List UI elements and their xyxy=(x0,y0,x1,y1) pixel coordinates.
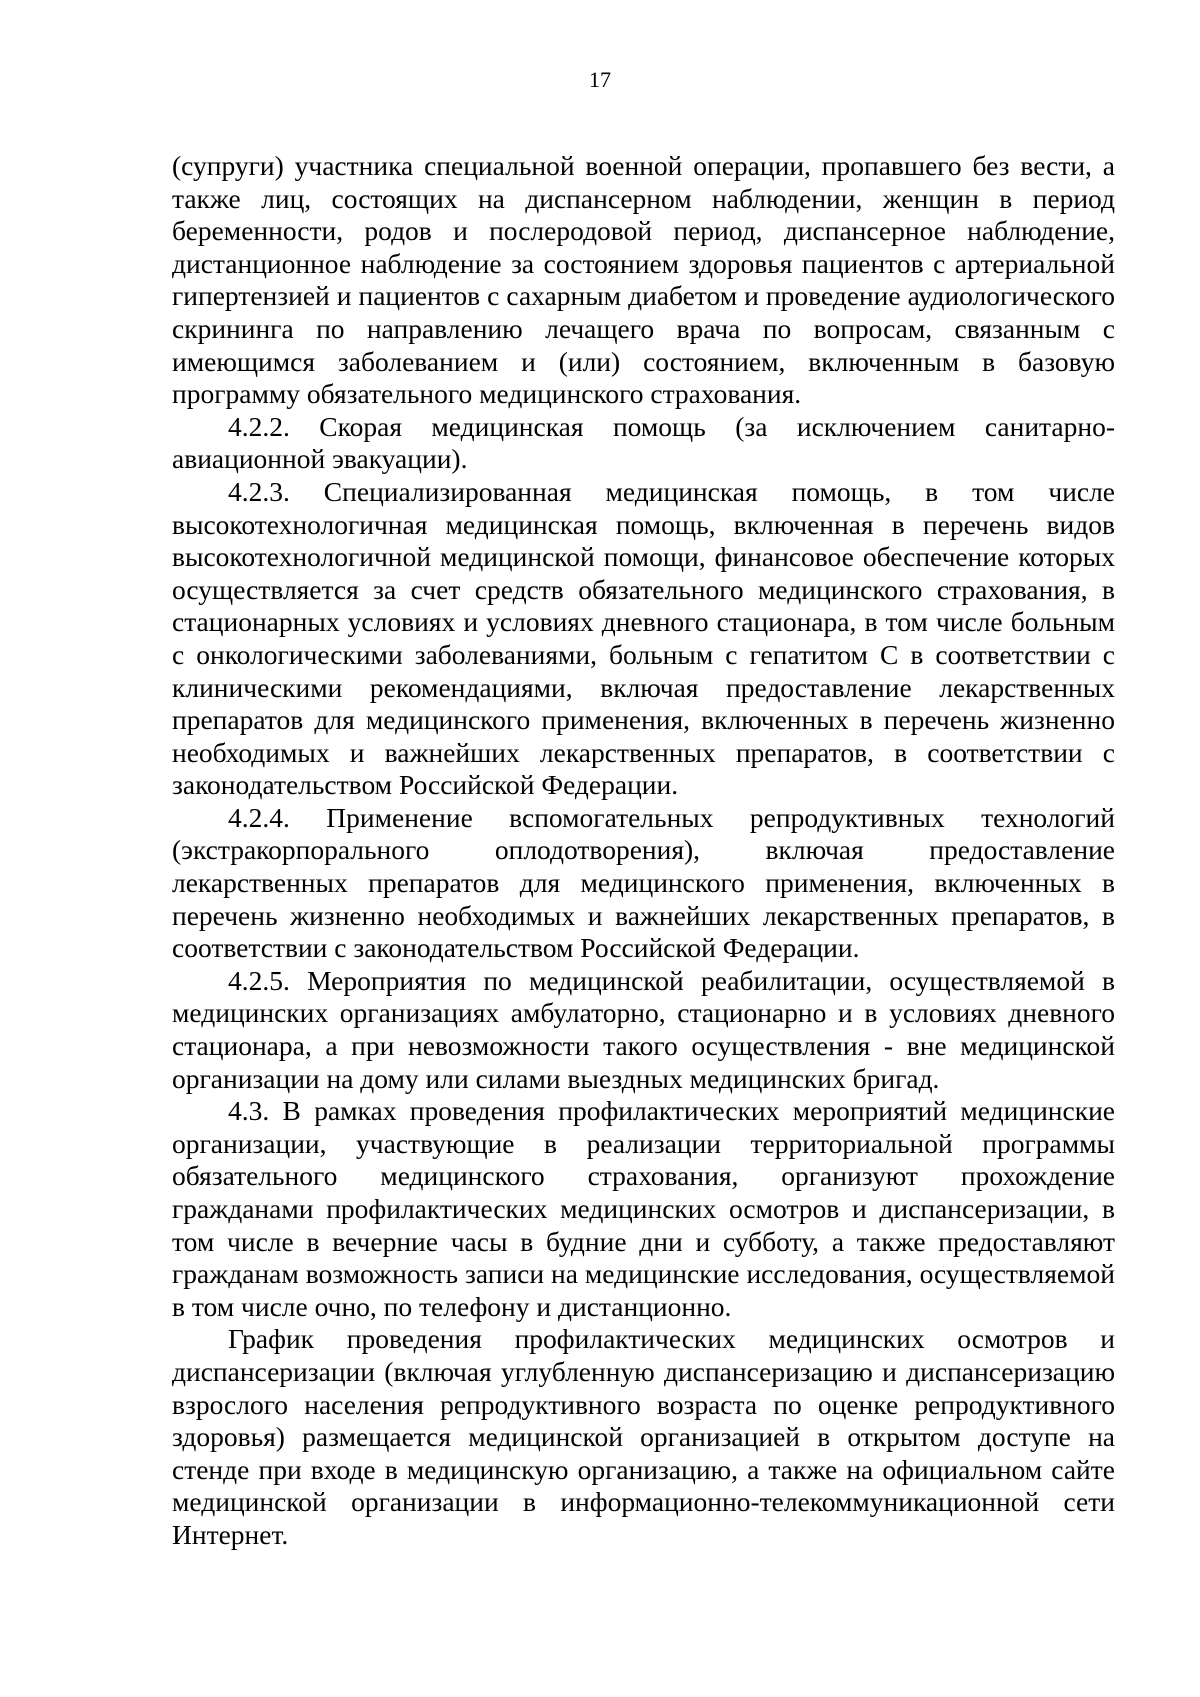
paragraph-4-3: 4.3. В рамках проведения профилактических мероприятий медицинские организации, участвующие в реализации территориальной программы обязательного медицинского страхования, организуют прохождение гражданами профилактических медицинских осмотров и диспансеризации, в том числе в вечерние часы в будние дни и субботу, а также предоставляют гражданам возможность записи на медицинские исследования, осуществляемой в том числе очно, по телефону и дистанционно. xyxy=(172,1095,1115,1322)
page-number: 17 xyxy=(589,67,611,92)
paragraph-4-2-5: 4.2.5. Мероприятия по медицинской реабилитации, осуществляемой в медицинских организациях амбулаторно, стационарно и в условиях дневного стационара, а при невозможности такого осуществления - вне медицинской организации на дому или силами выездных медицинских бригад. xyxy=(172,964,1115,1094)
paragraph-schedule: График проведения профилактических медицинских осмотров и диспансеризации (включая углубленную диспансеризацию и диспансеризацию взрослого населения репродуктивного возраста по оценке репродуктивного здоровья) размещается медицинской организацией в открытом доступе на стенде при входе в медицинскую организацию, а также на официальном сайте медицинской организации в информационно-телекоммуникационной сети Интернет. xyxy=(172,1323,1115,1550)
document-body xyxy=(172,150,1115,1552)
paragraph-4-2-2: 4.2.2. Скорая медицинская помощь (за исключением санитарно-авиационной эвакуации). xyxy=(172,410,1115,475)
paragraph-4-2-3: 4.2.3. Специализированная медицинская помощь, в том числе высокотехнологичная медицинская помощь, включенная в перечень видов высокотехнологичной медицинской помощи, финансовое обеспечение которых осуществляется за счет средств обязательного медицинского страхования, в стационарных условиях и условиях дневного стационара, в том числе больным с онкологическими заболеваниями, больным с гепатитом С в соответствии с клиническими рекомендациями, включая предоставление лекарственных препаратов для медицинского применения, включенных в перечень жизненно необходимых и важнейших лекарственных препаратов, в соответствии с законодательством Российской Федерации. xyxy=(172,475,1115,801)
paragraph-continuation: (супруги) участника специальной военной операции, пропавшего без вести, а также лиц, состоящих на диспансерном наблюдении, женщин в период беременности, родов и послеродовой период, диспансерное наблюдение, дистанционное наблюдение за состоянием здоровья пациентов с артериальной гипертензией и пациентов с сахарным диабетом и проведение аудиологического скрининга по направлению лечащего врача по вопросам, связанным с имеющимся заболеванием и (или) состоянием, включенным в базовую программу обязательного медицинского страхования. xyxy=(172,150,1115,410)
paragraph-4-2-4: 4.2.4. Применение вспомогательных репродуктивных технологий (экстракорпорального оплодотворения), включая предоставление лекарственных препаратов для медицинского применения, включенных в перечень жизненно необходимых и важнейших лекарственных препаратов, в соответствии с законодательством Российской Федерации. xyxy=(172,801,1115,964)
